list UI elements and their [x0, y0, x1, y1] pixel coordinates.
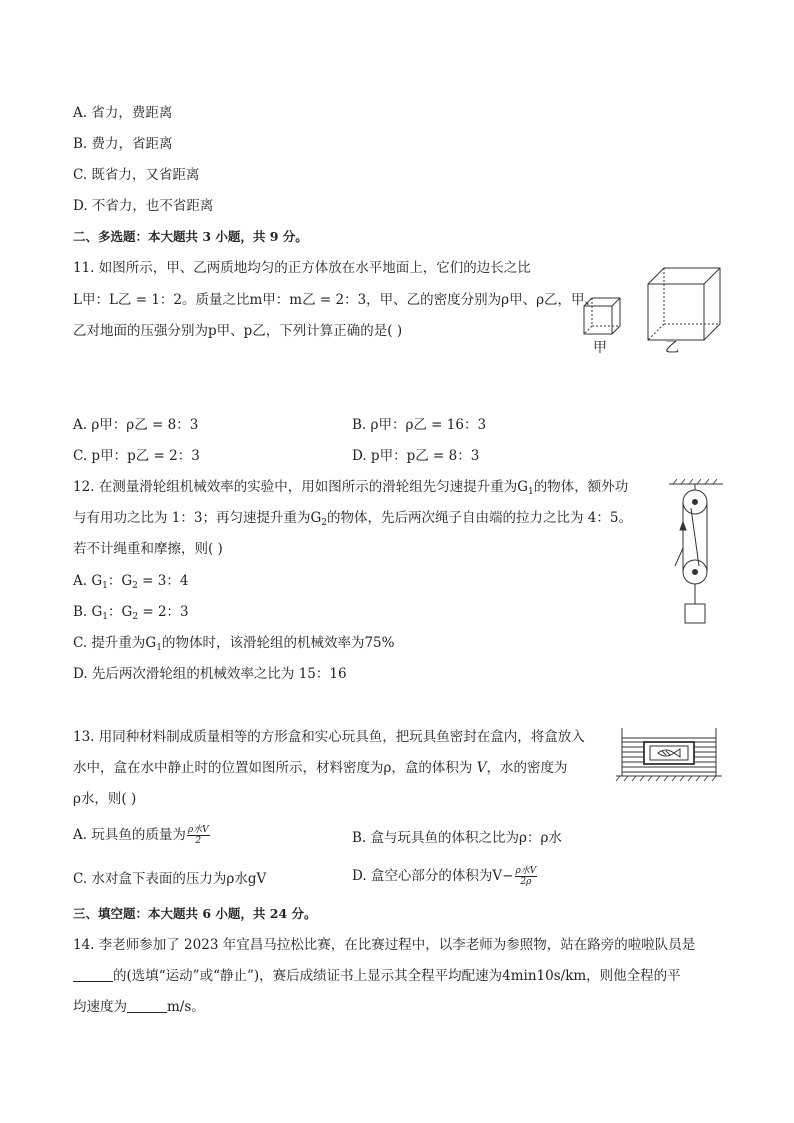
q13-option-c: C. 水对盒下表面的压力为ρ水gV	[73, 871, 267, 887]
q12-option-b: B. $G_1$：$G_2 = 2$：3	[73, 604, 189, 622]
q14-stem-line-1: 14. 李老师参加了 2023 年宜昌马拉松比赛，在比赛过程中，以李老师为参照物，站在路旁的啦啦队员是	[73, 937, 696, 953]
q11-option-c: C. p甲：p乙 = 2：3	[73, 448, 200, 464]
q12-option-d: D. 先后两次滑轮组的机械效率之比为 15：16	[73, 666, 347, 682]
q11-stem-line-3: 乙对地面的压强分别为p甲、p乙，下列计算正确的是( )	[73, 323, 403, 339]
q13-stem-line-1: 13. 用同种材料制成质量相等的方形盒和实心玩具鱼，把玩具鱼密封在盒内，将盒放入	[73, 729, 585, 745]
q11-figure-label-a: 甲	[593, 340, 607, 356]
q13-option-d: D. 盒空心部分的体积为V− $\frac{\text{ρ水V}}{2\rho}$	[352, 866, 537, 887]
q10-option-d: D. 不省力，也不省距离	[73, 198, 214, 214]
q14-blank-2[interactable]	[127, 998, 167, 1013]
q14-stem-line-3: 均速度为 m/s。	[73, 999, 205, 1015]
q10-option-b: B. 费力，省距离	[73, 136, 173, 152]
q12-option-a: A. $G_1$：$G_2 = 3$：4	[73, 573, 189, 591]
q13-box-in-water-figure	[616, 728, 722, 784]
q10-option-a: A. 省力，费距离	[73, 105, 173, 121]
q13-stem-line-3: ρ水，则( )	[73, 791, 137, 807]
q11-option-b: B. ρ甲：ρ乙 = 16：3	[352, 417, 487, 433]
q13-option-b: B. 盒与玩具鱼的体积之比为ρ：ρ水	[352, 830, 562, 846]
section-2-heading: 二、多选题：本大题共 3 小题，共 9 分。	[73, 229, 308, 244]
q11-option-d: D. p甲：p乙 = 8：3	[352, 448, 480, 464]
q12-stem-line-2: 与有用功之比为 1：3；再匀速提升重为$G_2$的物体，先后两次绳子自由端的拉力之比为 4：5。	[73, 510, 632, 528]
q10-option-c: C. 既省力，又省距离	[73, 167, 200, 183]
q12-pulley-figure	[665, 478, 727, 628]
q11-stem-line-2: L甲：L乙 = 1：2。质量之比m甲：m乙 = 2：3，甲、乙的密度分别为ρ甲、ρ乙，甲、	[73, 292, 599, 308]
q11-option-a: A. ρ甲：ρ乙 = 8：3	[73, 417, 199, 433]
q12-option-c: C. 提升重为$G_1$的物体时，该滑轮组的机械效率为75%	[73, 635, 395, 653]
q12-stem-line-3: 若不计绳重和摩擦，则( )	[73, 541, 223, 557]
q13-stem-line-2: 水中，盒在水中静止时的位置如图所示，材料密度为ρ，盒的体积为 V，水的密度为	[73, 760, 568, 776]
q13-option-d-fraction: $\frac{\text{ρ水V}}{2\rho}$	[515, 866, 537, 887]
q14-stem-line-2: 的(选填“运动”或“静止”)，赛后成绩证书上显示其全程平均配速为4min10s/km，则他全程的平	[73, 967, 681, 985]
q12-stem-line-1: 12. 在测量滑轮组机械效率的实验中，用如图所示的滑轮组先匀速提升重为$G_1$的物体，额外功	[73, 479, 629, 497]
q11-stem-line-1: 11. 如图所示，甲、乙两质地均匀的正方体放在水平地面上，它们的边长之比	[73, 260, 531, 276]
q14-blank-1[interactable]	[73, 967, 113, 982]
section-3-heading: 三、填空题：本大题共 6 小题，共 24 分。	[73, 906, 317, 921]
q13-option-a: A. 玩具鱼的质量为 $\frac{\text{ρ水V}}{2}$	[73, 825, 209, 846]
q13-option-a-fraction: $\frac{\text{ρ水V}}{2}$	[187, 825, 209, 846]
q11-figure-label-b: 乙	[665, 340, 679, 356]
